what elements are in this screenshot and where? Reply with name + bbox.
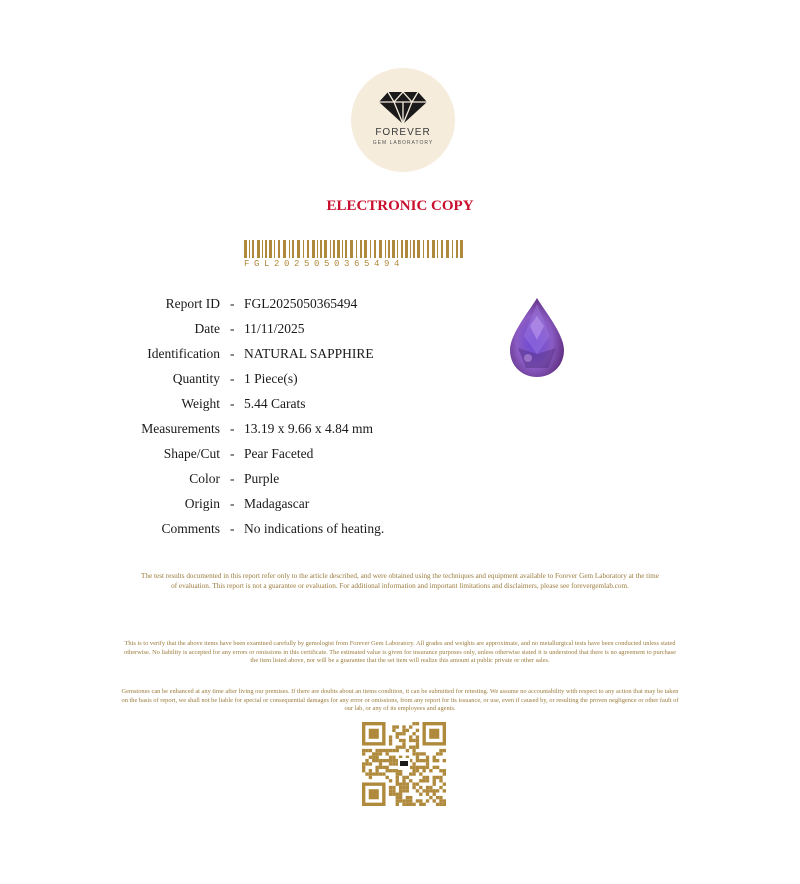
field-label: Measurements (141, 421, 220, 436)
field-value: 13.19 x 9.66 x 4.84 mm (244, 421, 374, 436)
field-separator: - (230, 421, 235, 436)
field-row (0, 396, 500, 416)
field-row (0, 421, 500, 441)
lab-logo (351, 68, 455, 172)
field-value: FGL2025050365494 (244, 296, 358, 311)
field-row (0, 346, 500, 366)
field-value: 1 Piece(s) (244, 371, 298, 386)
field-row (0, 321, 500, 341)
field-label: Identification (147, 346, 220, 361)
barcode-text: FGL2025050365494 (244, 259, 405, 269)
field-row (0, 371, 500, 391)
field-separator: - (230, 371, 235, 386)
field-value: Madagascar (244, 496, 310, 511)
field-label: Weight (181, 396, 220, 411)
qr-code[interactable] (362, 722, 446, 806)
field-label: Date (194, 321, 220, 336)
field-separator: - (230, 321, 235, 336)
logo-subtitle: GEM LABORATORY (372, 140, 434, 146)
disclaimer-test-results: The test results documented in this report refer only to the article described, and were obtained using the techniques and equipment available to Forever Gem Laboratory at the time of evaluation. This report is not a guarantee or evaluation. For additional information and important limitations and disclaimers, please see forevergemlab.com. (141, 572, 659, 590)
diamond-icon (378, 90, 428, 126)
field-label: Comments (161, 521, 220, 536)
field-separator: - (230, 346, 235, 361)
field-value: Purple (244, 471, 280, 486)
field-value: No indications of heating. (244, 521, 385, 536)
field-value: 5.44 Carats (244, 396, 306, 411)
logo-name: FOREVER (375, 127, 431, 138)
gemstone-image (508, 296, 566, 378)
electronic-copy-heading: ELECTRONIC COPY (326, 198, 474, 214)
disclaimer-verification: This is to verify that the above items have been examined carefully by gemologist from Forever Gem Laboratory. All grades and weights are approximate, and no metallurgical tests have been conducted unless stated otherwise. No liability is accepted for any errors or omissions in this certificate. The estimated value is given for insurance purposes only, unless otherwise stated it is understood that there is no agreement to purchase the item listed above, nor will be a guarantee that the set item will realize this amount at public private or other sales. (124, 640, 676, 665)
field-value: Pear Faceted (244, 446, 314, 461)
field-row (0, 471, 500, 491)
field-label: Shape/Cut (163, 446, 220, 461)
field-separator: - (230, 521, 235, 536)
field-separator: - (230, 296, 235, 311)
field-value: 11/11/2025 (244, 321, 305, 336)
field-separator: - (230, 471, 235, 486)
field-separator: - (230, 446, 235, 461)
field-label: Color (189, 471, 220, 486)
barcode (244, 240, 464, 258)
field-row (0, 446, 500, 466)
field-label: Report ID (165, 296, 220, 311)
field-label: Origin (184, 496, 220, 511)
field-row (0, 496, 500, 516)
field-row (0, 521, 500, 541)
disclaimer-enhancement: Gemstones can be enhanced at any time after living our premises. If there are doubts about an items condition, it can be submitted for retesting. We assume no accountability with respect to any action that may be taken on the basis of report, we shall not be liable for special or consequential damages for any error or omissions, from any report for its issuance, or use, even if caused by, or resulting the proven negligence or other fault of our lab, or any of its employees and agents. (121, 688, 679, 713)
field-value: NATURAL SAPPHIRE (244, 346, 374, 361)
field-label: Quantity (172, 371, 220, 386)
field-separator: - (230, 396, 235, 411)
field-row (0, 296, 500, 316)
field-separator: - (230, 496, 235, 511)
